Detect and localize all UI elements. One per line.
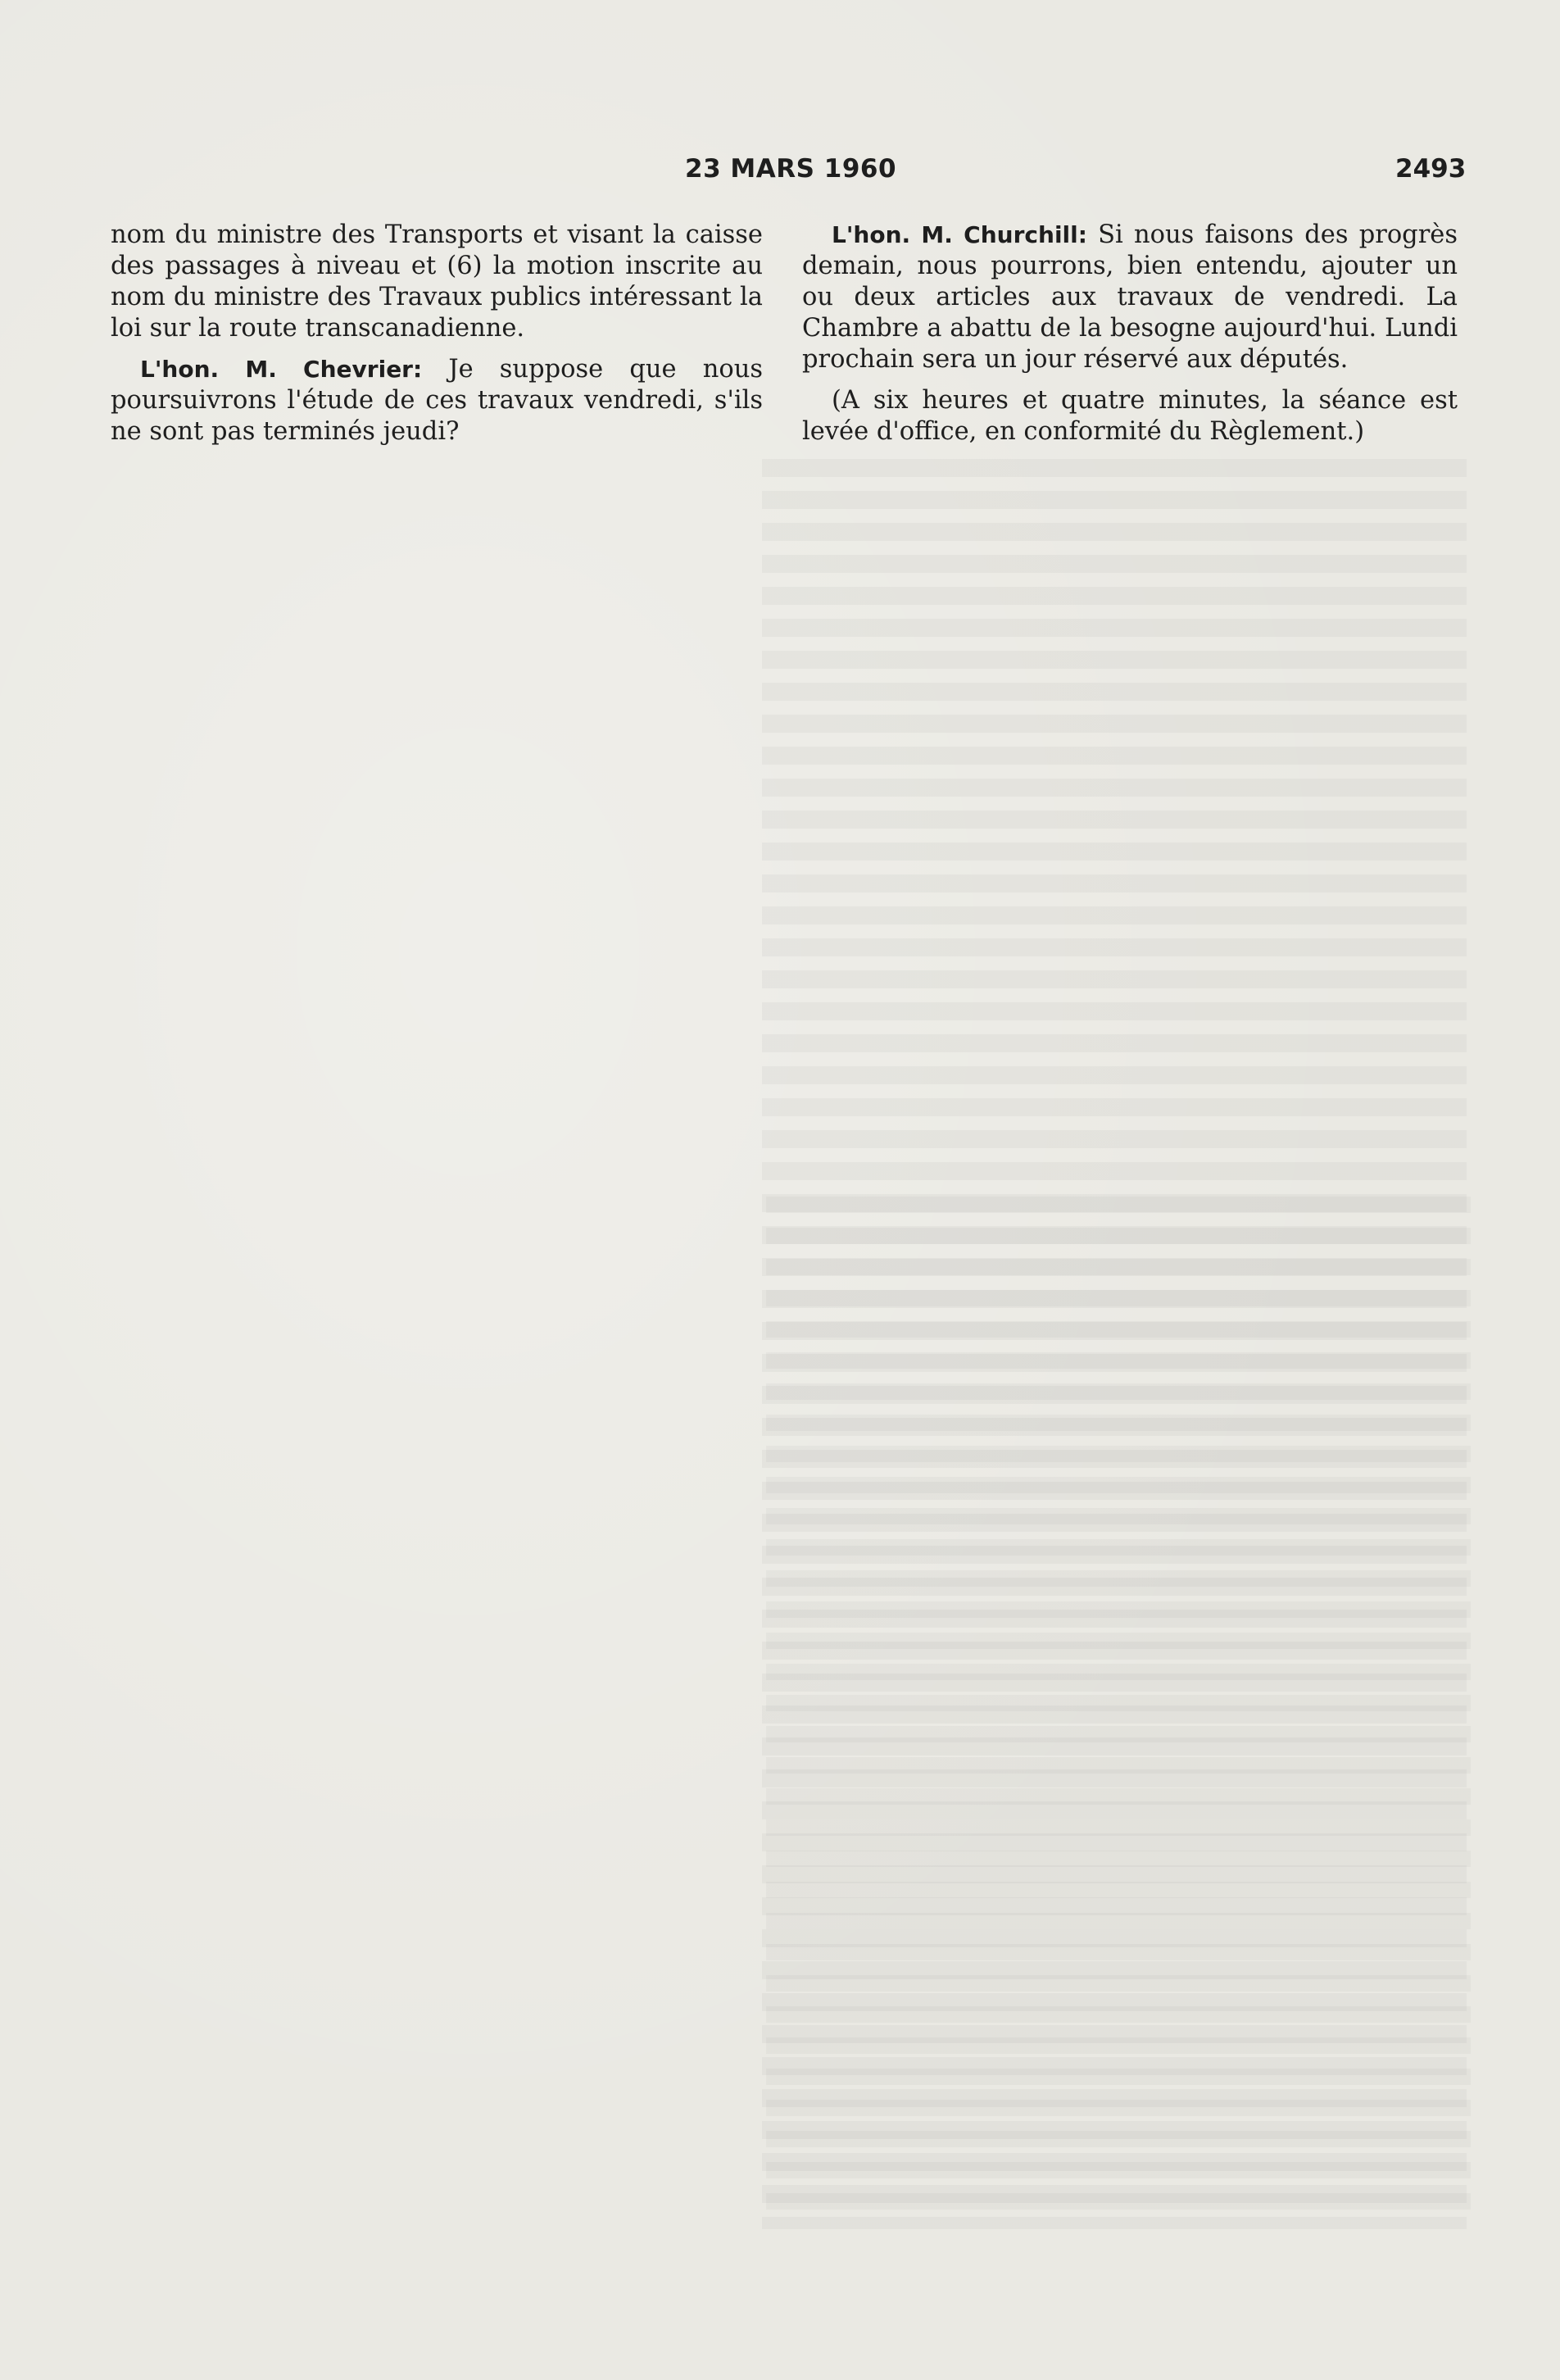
churchill-remark: Si nous faisons des progrès demain, nous pourrons, bien entendu, ajouter un ou deux articles aux travaux de vendredi. La Chambre a abattu de la besogne aujourd'hui. Lundi prochain sera un jour réservé aux députés.	[802, 220, 1458, 374]
page-number: 2493	[1395, 154, 1467, 184]
speaker-chevrier: L'hon. M. Chevrier:	[140, 356, 423, 383]
left-column	[111, 220, 763, 457]
chevrier-remark: Je suppose que nous poursuivrons l'étude de ces travaux vendredi, s'ils ne sont pas terminés jeudi?	[111, 355, 764, 446]
right-column	[802, 220, 1458, 457]
adjournment-note: (A six heures et quatre minutes, la séance est levée d'office, en conformité du Règlement.)	[802, 386, 1458, 446]
speaker-churchill: L'hon. M. Churchill:	[832, 221, 1087, 248]
header-date: 23 MARS 1960	[685, 154, 897, 184]
right-paragraph-churchill	[802, 220, 1458, 375]
page-header	[0, 154, 1560, 195]
reverse-page-bleed-through-lower	[766, 1197, 1471, 2221]
left-paragraph-continuation: nom du ministre des Transports et visant la caisse des passages à niveau et (6) la motion inscrite au nom du ministre des Travaux publics intéressant la loi sur la route transcanadienne.	[111, 220, 763, 343]
left-paragraph-chevrier	[111, 354, 763, 447]
